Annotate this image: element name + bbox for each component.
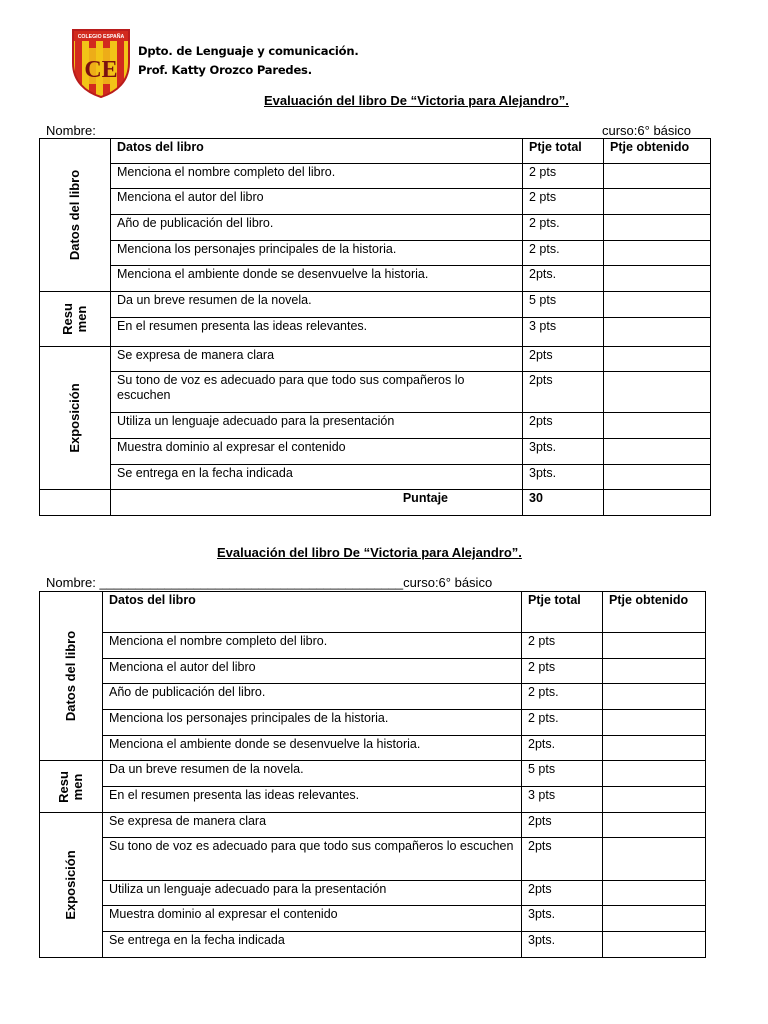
empty-cell: [40, 490, 111, 516]
score-input-cell[interactable]: [603, 659, 706, 684]
section-label: Exposición: [63, 850, 78, 920]
table-row: [40, 787, 706, 813]
table-row: [40, 838, 706, 881]
section-exposicion: [40, 813, 103, 958]
table-row: [40, 347, 711, 372]
points-cell: 2 pts: [523, 164, 604, 189]
points-cell: 2pts: [523, 372, 604, 413]
score-input-cell[interactable]: [603, 906, 706, 932]
points-cell: 2 pts: [522, 633, 603, 659]
table-header-row: [40, 139, 711, 164]
criterion-cell: Menciona el ambiente donde se desenvuelve la historia.: [111, 266, 523, 292]
section-datos-del-libro: [40, 592, 103, 761]
nombre-blank[interactable]: __________________________________________: [99, 575, 404, 590]
column-header-ptje-obtenido: Ptje obtenido: [603, 592, 706, 633]
points-cell: 2 pts.: [522, 684, 603, 710]
header-text: [138, 42, 359, 80]
score-input-cell[interactable]: [604, 372, 711, 413]
points-cell: 2pts: [523, 413, 604, 439]
department-name: Dpto. de Lenguaje y comunicación.: [138, 44, 359, 58]
points-cell: 2 pts: [523, 189, 604, 215]
points-cell: 3 pts: [523, 318, 604, 347]
criterion-cell: Menciona el autor del libro: [111, 189, 523, 215]
logo-banner-text: COLEGIO ESPAÑA: [77, 34, 125, 40]
score-input-cell[interactable]: [603, 761, 706, 787]
table-row: [40, 736, 706, 761]
table-row: [40, 266, 711, 292]
score-input-cell[interactable]: [603, 684, 706, 710]
score-input-cell[interactable]: [603, 932, 706, 958]
table-row: [40, 710, 706, 736]
criterion-cell: Utiliza un lenguaje adecuado para la presentación: [111, 413, 523, 439]
curso-label: curso:6° básico: [602, 123, 692, 138]
criterion-cell: Da un breve resumen de la novela.: [103, 761, 522, 787]
criterion-cell: Año de publicación del libro.: [111, 215, 523, 241]
points-cell: 2 pts: [522, 659, 603, 684]
table-row: [40, 633, 706, 659]
table-row: [40, 439, 711, 465]
criterion-cell: Menciona el autor del libro: [103, 659, 522, 684]
points-cell: 2 pts.: [522, 710, 603, 736]
points-cell: 5 pts: [522, 761, 603, 787]
criterion-cell: Menciona los personajes principales de la historia.: [103, 710, 522, 736]
score-input-cell[interactable]: [603, 787, 706, 813]
score-input-cell[interactable]: [603, 813, 706, 838]
curso-label: curso:6° básico: [403, 575, 493, 590]
points-cell: 2pts: [523, 347, 604, 372]
table-row: [40, 684, 706, 710]
table-row: [40, 932, 706, 958]
criterion-cell: Menciona el nombre completo del libro.: [103, 633, 522, 659]
score-input-cell[interactable]: [604, 241, 711, 266]
points-cell: 3pts.: [522, 906, 603, 932]
score-input-cell[interactable]: [603, 881, 706, 906]
section-label: Resu men: [60, 303, 89, 335]
section-label: Exposición: [67, 383, 82, 453]
section-label: Datos del libro: [67, 169, 82, 261]
table-row: [40, 813, 706, 838]
points-cell: 3pts.: [522, 932, 603, 958]
score-input-cell[interactable]: [604, 465, 711, 490]
criterion-cell: Su tono de voz es adecuado para que todo sus compañeros lo escuchen: [103, 838, 522, 881]
rubric-table: [39, 138, 711, 516]
table-row: [40, 241, 711, 266]
table-row: [40, 881, 706, 906]
criterion-cell: Se expresa de manera clara: [103, 813, 522, 838]
criterion-cell: Da un breve resumen de la novela.: [111, 292, 523, 318]
table-row: [40, 659, 706, 684]
column-header-ptje-obtenido: Ptje obtenido: [604, 139, 711, 164]
table-row: [40, 164, 711, 189]
rubric-table: [39, 591, 706, 958]
criterion-cell: Año de publicación del libro.: [103, 684, 522, 710]
score-input-cell[interactable]: [604, 292, 711, 318]
points-cell: 2pts.: [523, 266, 604, 292]
score-input-cell[interactable]: [604, 490, 711, 516]
score-input-cell[interactable]: [603, 633, 706, 659]
column-header-datos: Datos del libro: [103, 592, 522, 633]
points-cell: 2pts: [522, 881, 603, 906]
section-datos-del-libro: [40, 139, 111, 292]
score-input-cell[interactable]: [604, 164, 711, 189]
nombre-label: Nombre:: [46, 123, 96, 138]
table-row: [40, 189, 711, 215]
score-input-cell[interactable]: [604, 439, 711, 465]
table-row: [40, 215, 711, 241]
section-exposicion: [40, 347, 111, 490]
column-header-ptje-total: Ptje total: [523, 139, 604, 164]
score-input-cell[interactable]: [604, 266, 711, 292]
score-input-cell[interactable]: [604, 215, 711, 241]
table-header-row: [40, 592, 706, 633]
criterion-cell: Muestra dominio al expresar el contenido: [103, 906, 522, 932]
criterion-cell: En el resumen presenta las ideas relevantes.: [103, 787, 522, 813]
table-row: [40, 292, 711, 318]
section-label: Resu men: [56, 770, 85, 803]
evaluation-title: Evaluación del libro De “Victoria para Alejandro”.: [217, 545, 522, 560]
points-cell: 3 pts: [522, 787, 603, 813]
table-row: [40, 372, 711, 413]
total-row: [40, 490, 711, 516]
points-cell: 2pts: [522, 813, 603, 838]
puntaje-total-value: 30: [523, 490, 604, 516]
section-label: Datos del libro: [63, 630, 78, 722]
section-resumen: [40, 292, 111, 347]
puntaje-label: Puntaje: [111, 490, 523, 516]
points-cell: 2 pts.: [523, 215, 604, 241]
score-input-cell[interactable]: [604, 189, 711, 215]
column-header-datos: Datos del libro: [111, 139, 523, 164]
section-resumen: [40, 761, 103, 813]
points-cell: 3pts.: [523, 439, 604, 465]
points-cell: 5 pts: [523, 292, 604, 318]
criterion-cell: Menciona el nombre completo del libro.: [111, 164, 523, 189]
criterion-cell: Se entrega en la fecha indicada: [103, 932, 522, 958]
score-input-cell[interactable]: [603, 838, 706, 881]
column-header-ptje-total: Ptje total: [522, 592, 603, 633]
criterion-cell: Se entrega en la fecha indicada: [111, 465, 523, 490]
score-input-cell[interactable]: [604, 318, 711, 347]
table-row: [40, 318, 711, 347]
criterion-cell: En el resumen presenta las ideas relevantes.: [111, 318, 523, 347]
criterion-cell: Menciona el ambiente donde se desenvuelve la historia.: [103, 736, 522, 761]
points-cell: 2pts: [522, 838, 603, 881]
score-input-cell[interactable]: [604, 413, 711, 439]
nombre-label: Nombre:: [46, 575, 96, 590]
table-row: [40, 465, 711, 490]
score-input-cell[interactable]: [604, 347, 711, 372]
logo-letters: CE: [84, 57, 118, 83]
evaluation-title: Evaluación del libro De “Victoria para Alejandro”.: [264, 93, 569, 108]
table-row: [40, 761, 706, 787]
criterion-cell: Utiliza un lenguaje adecuado para la presentación: [103, 881, 522, 906]
criterion-cell: Su tono de voz es adecuado para que todo sus compañeros lo escuchen: [111, 372, 523, 413]
criterion-cell: Se expresa de manera clara: [111, 347, 523, 372]
points-cell: 2pts.: [522, 736, 603, 761]
table-row: [40, 413, 711, 439]
nombre-line: [46, 575, 492, 590]
criterion-cell: Menciona los personajes principales de la historia.: [111, 241, 523, 266]
points-cell: 2 pts.: [523, 241, 604, 266]
professor-name: Prof. Katty Orozco Paredes.: [138, 63, 312, 77]
score-input-cell[interactable]: [603, 736, 706, 761]
school-logo: [71, 27, 131, 99]
criterion-cell: Muestra dominio al expresar el contenido: [111, 439, 523, 465]
points-cell: 3pts.: [523, 465, 604, 490]
score-input-cell[interactable]: [603, 710, 706, 736]
table-row: [40, 906, 706, 932]
